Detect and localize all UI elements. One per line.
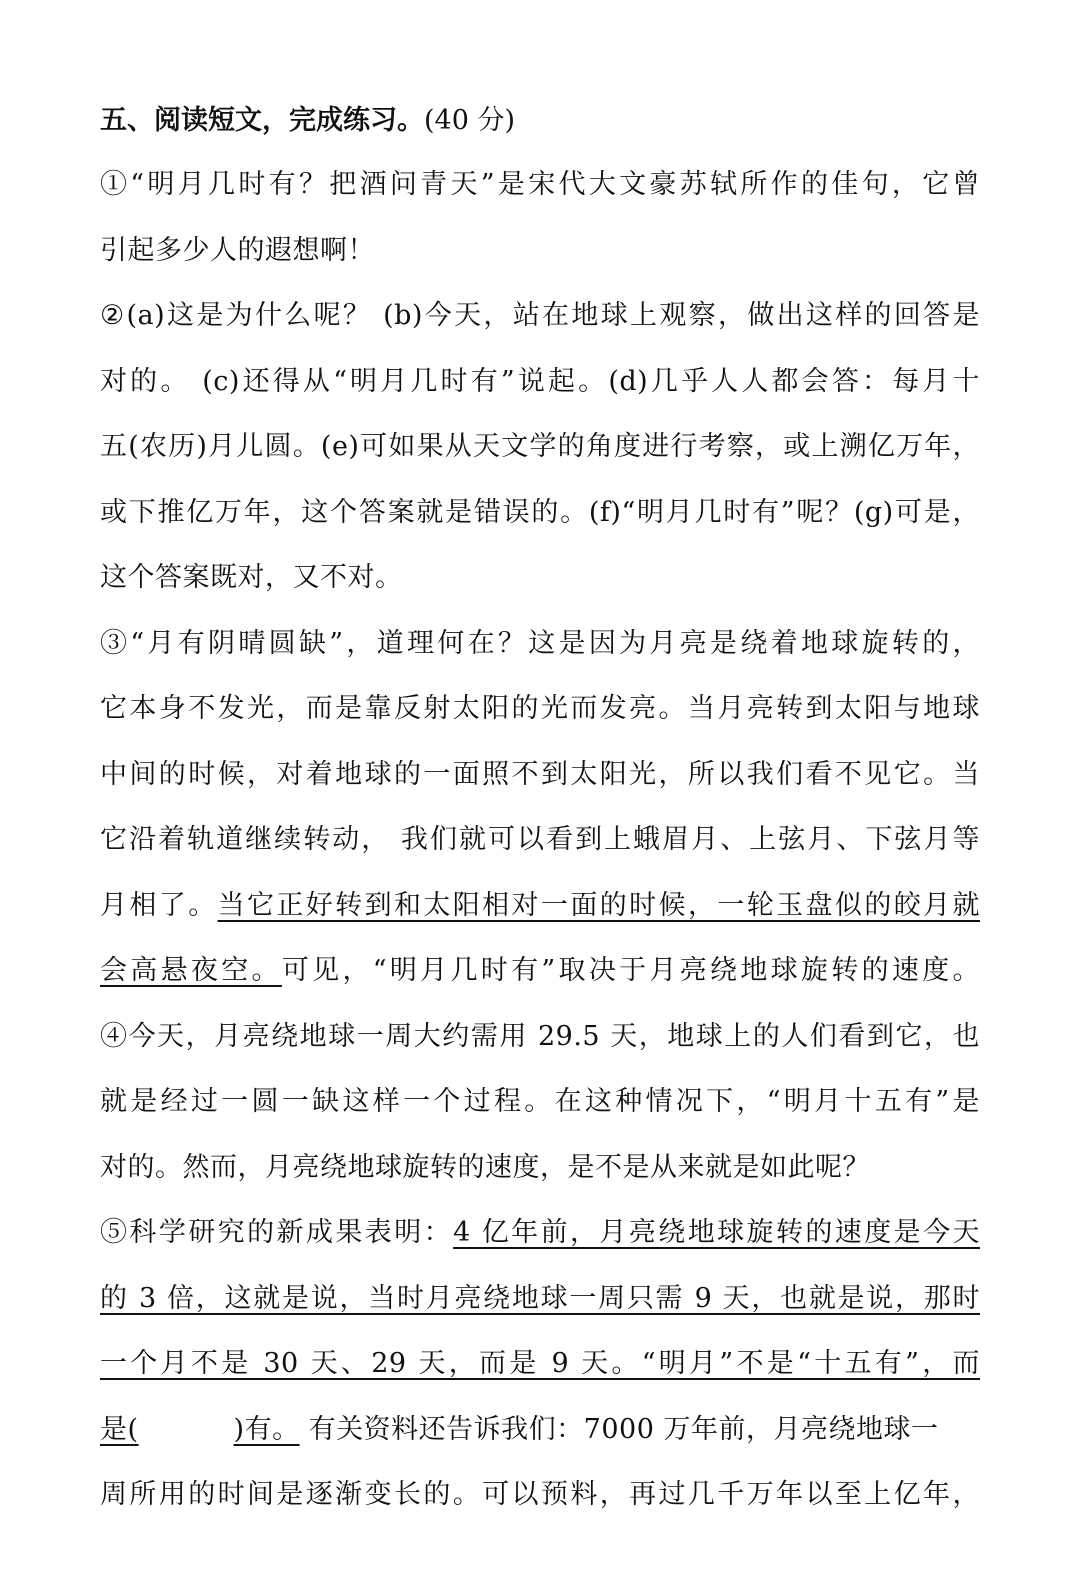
section-score: (40 分) — [424, 105, 516, 136]
passage-line: 它本身不发光，而是靠反射太阳的光而发亮。当月亮转到太阳与地球 — [100, 693, 980, 724]
answer-blank[interactable] — [139, 1397, 234, 1463]
passage-line: 五(农历)月儿圆。(e)可如果从天文学的角度进行考察，或上溯亿万年， — [100, 431, 980, 462]
section-heading — [100, 90, 980, 152]
passage-line — [100, 938, 980, 1004]
passage-line: 中间的时候，对着地球的一面照不到太阳光，所以我们看不见它。当 — [100, 758, 980, 790]
line-text: ⑤科学研究的新成果表明： — [100, 1217, 454, 1248]
passage-line: 引起多少人的遐想啊！ — [100, 234, 375, 266]
passage-line: 它沿着轨道继续转动， 我们就可以看到上蛾眉月、上弦月、下弦月等 — [100, 824, 980, 855]
passage-line: ③“月有阴晴圆缺”，道理何在？这是因为月亮是绕着地球旋转的， — [100, 627, 980, 659]
underlined-line: 一个月不是 30 天、29 天，而是 9 天。“明月”不是“十五有”，而 — [100, 1348, 980, 1379]
line-text: 可见，“明月几时有”取决于月亮绕地球旋转的速度。 — [281, 955, 981, 986]
reading-passage — [100, 90, 980, 1528]
underlined-sentence: 4 亿年前，月亮绕地球旋转的速度是今天 — [453, 1217, 980, 1248]
passage-line — [100, 873, 980, 939]
passage-line: 或下推亿万年，这个答案就是错误的。(f)“明月几时有”呢？(g)可是， — [100, 496, 980, 528]
line-text: 有关资料还告诉我们：7000 万年前，月亮绕地球一 — [299, 1413, 939, 1445]
passage-line — [100, 1397, 980, 1463]
line-text: 月相了。 — [100, 889, 218, 921]
passage-line: 对的。然而，月亮绕地球旋转的速度，是不是从来就是如此呢？ — [100, 1151, 870, 1183]
passage-line: 这个答案既对，又不对。 — [100, 562, 403, 593]
passage-line: 对的。 (c)还得从“明月几时有”说起。(d)几乎人人都会答：每月十 — [100, 365, 980, 397]
underlined-sentence: 当它正好转到和太阳相对一面的时候，一轮玉盘似的皎月就 — [217, 889, 981, 921]
passage-line: ④今天，月亮绕地球一周大约需用 29.5 天，地球上的人们看到它，也 — [100, 1020, 980, 1052]
fill-in-blank-sentence — [100, 1414, 300, 1445]
blank-suffix: )有。 — [233, 1413, 300, 1445]
underlined-line: 的 3 倍，这就是说，当时月亮绕地球一周只需 9 天，也就是说，那时 — [100, 1282, 980, 1314]
passage-line: ②(a)这是为什么呢？ (b)今天，站在地球上观察，做出这样的回答是 — [100, 300, 980, 331]
section-title: 五、阅读短文，完成练习。 — [100, 105, 424, 136]
passage-line: ①“明月几时有？把酒问青天”是宋代大文豪苏轼所作的佳句，它曾 — [100, 169, 980, 200]
passage-line: 周所用的时间是逐渐变长的。可以预料，再过几千万年以至上亿年， — [100, 1479, 980, 1510]
passage-line: 就是经过一圆一缺这样一个过程。在这种情况下，“明月十五有”是 — [100, 1086, 980, 1117]
underlined-sentence: 会高悬夜空。 — [100, 955, 282, 986]
passage-line — [100, 1200, 980, 1266]
blank-prefix: 是( — [100, 1413, 139, 1445]
